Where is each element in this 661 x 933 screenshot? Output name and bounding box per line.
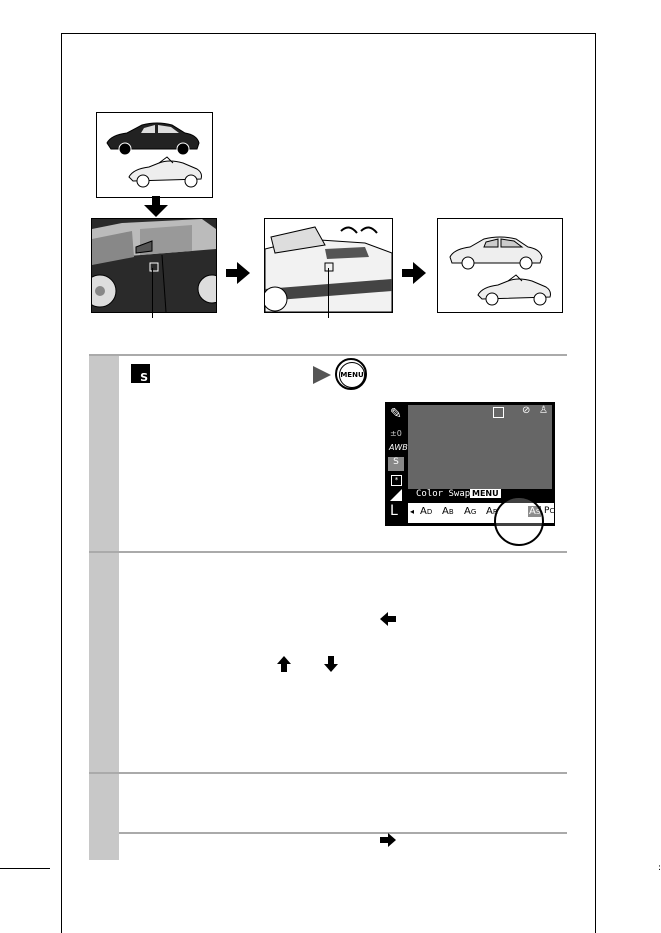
- metering-icon: *: [391, 475, 402, 486]
- down-arrow-icon: [324, 656, 338, 672]
- menu-button-icon[interactable]: [335, 358, 367, 390]
- exposure-comp-label: ±0: [390, 429, 402, 438]
- lcd-menu-badge: MENU: [472, 489, 499, 498]
- right-arrow-icon: [402, 262, 426, 284]
- callout-line-middle: [328, 268, 329, 318]
- compression-icon: [390, 489, 402, 501]
- flash-off-icon: ⊘: [522, 405, 531, 416]
- crop-mark: :: [657, 863, 661, 873]
- lcd-option-selected: AS: [529, 506, 541, 517]
- lcd-option: AR: [486, 506, 498, 517]
- battery-icon: ♙: [539, 405, 548, 416]
- step-3-tab: [89, 774, 119, 860]
- play-triangle-icon: [313, 366, 331, 384]
- down-arrow-icon: [143, 196, 169, 218]
- color-swap-mode-icon: S: [131, 364, 150, 383]
- dark-car-closeup: [91, 218, 217, 313]
- highlight-circle: [494, 496, 544, 546]
- lcd-option: AB: [442, 506, 454, 517]
- right-arrow-icon: [380, 833, 396, 847]
- brush-icon: ✎: [390, 406, 402, 422]
- size-large-icon: L: [390, 503, 398, 519]
- white-balance-label: AWB: [389, 443, 408, 452]
- step-3: [89, 772, 567, 834]
- left-arrow-icon: [380, 612, 396, 626]
- lcd-menu-title: Color Swap: [416, 489, 471, 499]
- lcd-option: AG: [464, 506, 477, 517]
- up-arrow-icon: [277, 656, 291, 672]
- right-arrow-icon: [226, 262, 250, 284]
- color-swap-icon: S: [388, 457, 404, 471]
- lcd-preview-area: [408, 405, 552, 489]
- lcd-option: PC: [544, 506, 555, 516]
- left-arrow-icon: ◂: [410, 507, 415, 516]
- callout-line-left: [152, 268, 153, 318]
- step-1-tab: [89, 356, 119, 552]
- footer-rule: [0, 868, 50, 869]
- result-cars-picture: [437, 218, 563, 313]
- af-frame-icon: [493, 407, 504, 418]
- step-2-tab: [89, 553, 119, 773]
- source-cars-picture: [96, 112, 213, 198]
- menu-button-label: MENU: [339, 362, 365, 388]
- lcd-option: AD: [420, 506, 433, 517]
